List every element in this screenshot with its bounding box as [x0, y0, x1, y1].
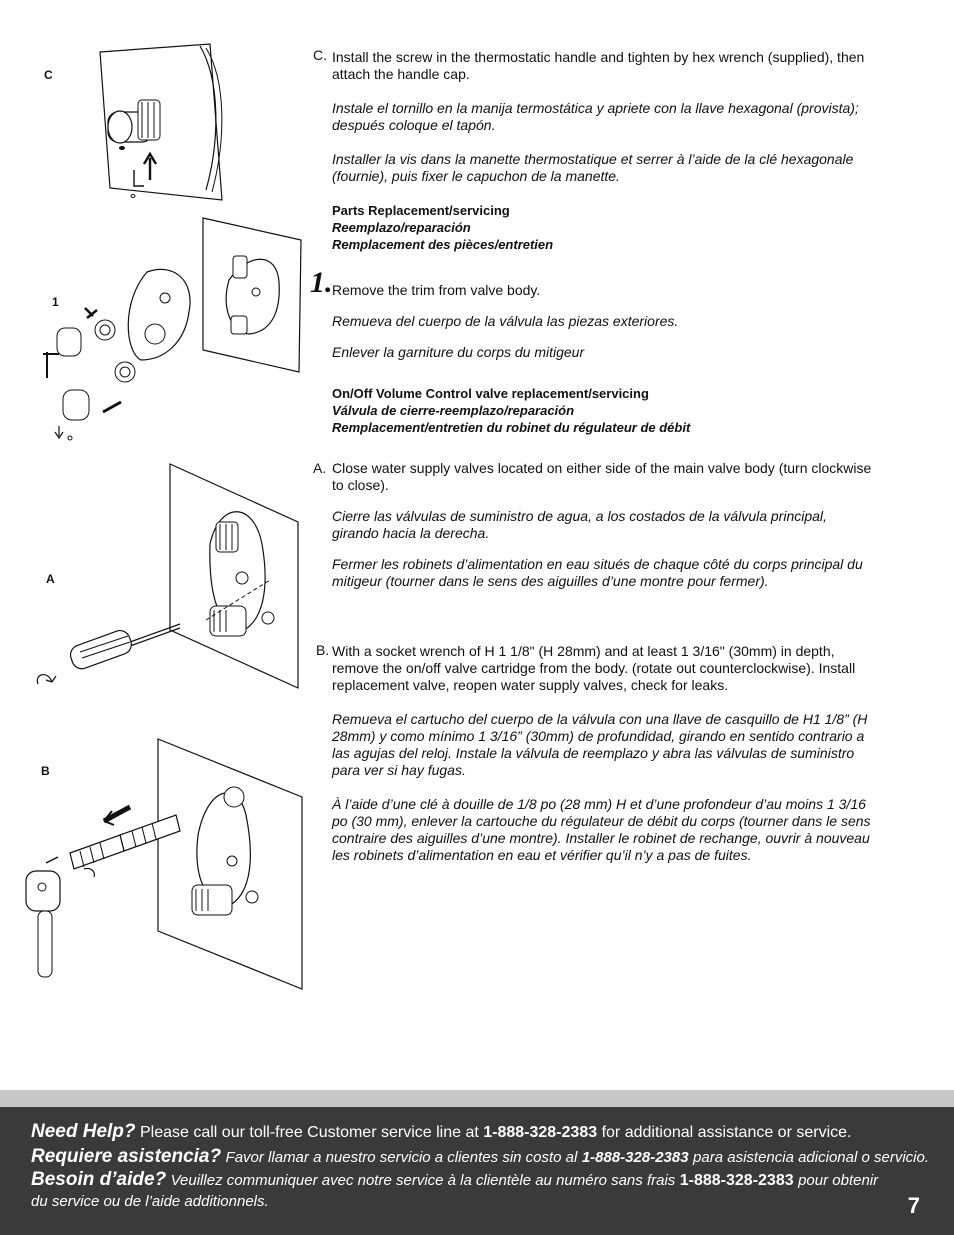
besoin-text-1: Veuillez communiquer avec notre service à la clientèle au numéro sans frais	[170, 1172, 676, 1189]
step-a-block	[332, 460, 877, 590]
figure-b-illustration	[20, 735, 305, 995]
step-1-french: Enlever la garniture du corps du mitigeur	[332, 344, 585, 360]
footer-stripe	[0, 1090, 954, 1107]
parts-replacement-heading	[332, 202, 877, 253]
requiere-text-1: Favor llamar a nuestro servicio a clientes sin costo al	[225, 1149, 578, 1166]
step-a-english: Close water supply valves located on either side of the main valve body (turn clockwise to close).	[332, 460, 872, 493]
figure-c-label: C	[44, 68, 53, 82]
help-footer	[0, 1107, 954, 1235]
step-c-french: Installer la vis dans la manette thermostatique et serrer à l’aide de la clé hexagonale (fournie), puis fixer le capuchon de la manette.	[332, 151, 854, 184]
need-help-text-1: Please call our toll-free Customer service line at	[139, 1124, 479, 1141]
help-line-french	[31, 1169, 891, 1212]
step-1-block	[332, 282, 877, 361]
step-1-spanish: Remueva del cuerpo de la válvula las piezas exteriores.	[332, 313, 679, 329]
onoff-heading-english: On/Off Volume Control valve replacement/servicing	[332, 386, 649, 401]
help-line-spanish	[31, 1146, 929, 1168]
step-c-marker: C.	[313, 47, 327, 63]
step-b-block	[332, 643, 872, 864]
step-c-english: Install the screw in the thermostatic handle and tighten by hex wrench (supplied), then attach the handle cap.	[332, 49, 865, 82]
step-b-spanish: Remueva el cartucho del cuerpo de la válvula con una llave de casquillo de H1 1/8” (H 28mm) y como mínimo 1 3/16” (30mm) de profundidad, girando en sentido contrario a las agujas del reloj. Instale la válvula de reemplazo y abra las válvulas de suministro para ver si hay fugas.	[332, 711, 868, 778]
step-b-marker: B.	[316, 642, 330, 658]
need-help-text-2: for additional assistance or service.	[601, 1124, 852, 1141]
onoff-valve-heading	[332, 385, 877, 436]
onoff-heading-french: Remplacement/entretien du robinet du régulateur de débit	[332, 420, 691, 435]
besoin-aide-heading: Besoin d’aide?	[31, 1169, 167, 1190]
step-1-english: Remove the trim from valve body.	[332, 282, 541, 298]
phone-number-french[interactable]: 1-888-328-2383	[679, 1172, 794, 1189]
page-number: 7	[907, 1193, 920, 1218]
step-a-french: Fermer les robinets d’alimentation en eau situés de chaque côté du corps principal du mitigeur (tourner dans le sens des aiguilles d’une montre pour fermer).	[332, 556, 863, 589]
requiere-text-2: para asistencia adicional o servicio.	[693, 1149, 929, 1166]
step-c-block	[332, 49, 877, 185]
step-c-spanish: Instale el tornillo en la manija termostática y apriete con la llave hexagonal (provista); después coloque el tapón.	[332, 100, 859, 133]
figure-a-illustration	[30, 460, 305, 700]
phone-number-english[interactable]: 1-888-328-2383	[483, 1124, 598, 1141]
step-b-english: With a socket wrench of H 1 1/8" (H 28mm) and at least 1 3/16" (30mm) in depth, remove the on/off valve cartridge from the body. (rotate out counterclockwise). Install replacement valve, reopen water supply valves, check for leaks.	[332, 643, 856, 693]
step-a-marker: A.	[313, 460, 327, 476]
step-1-marker: 1.	[310, 266, 333, 299]
step-a-spanish: Cierre las válvulas de suministro de agua, a los costados de la válvula principal, girando hacia la derecha.	[332, 508, 827, 541]
phone-number-spanish[interactable]: 1-888-328-2383	[581, 1149, 689, 1166]
parts-heading-spanish: Reemplazo/reparación	[332, 220, 471, 235]
need-help-heading: Need Help?	[31, 1121, 136, 1142]
help-line-english	[31, 1121, 851, 1143]
parts-heading-english: Parts Replacement/servicing	[332, 203, 510, 218]
figure-c-illustration	[60, 40, 240, 210]
step-b-french: À l’aide d’une clé à douille de 1/8 po (28 mm) H et d’une profondeur d’au moins 1 3/16 po (30 mm), enlever la cartouche du régulateur de débit du corps (tourner dans le sens contraire des aiguilles d’une montre). Installer le robinet de rechange, ouvrir à nouveau les robinets d’alimentation en eau et vérifier qu’il n’y a pas de fuites.	[332, 796, 871, 863]
besoin-text-2: pour obtenir du service ou de l’aide additionnels.	[31, 1172, 879, 1210]
figure-1-illustration	[35, 212, 305, 447]
parts-heading-french: Remplacement des pièces/entretien	[332, 237, 554, 252]
requiere-asistencia-heading: Requiere asistencia?	[31, 1146, 222, 1167]
figure-1-label: 1	[52, 295, 59, 309]
figure-a-label: A	[46, 572, 55, 586]
figure-b-label: B	[41, 764, 50, 778]
onoff-heading-spanish: Válvula de cierre-reemplazo/reparación	[332, 403, 575, 418]
